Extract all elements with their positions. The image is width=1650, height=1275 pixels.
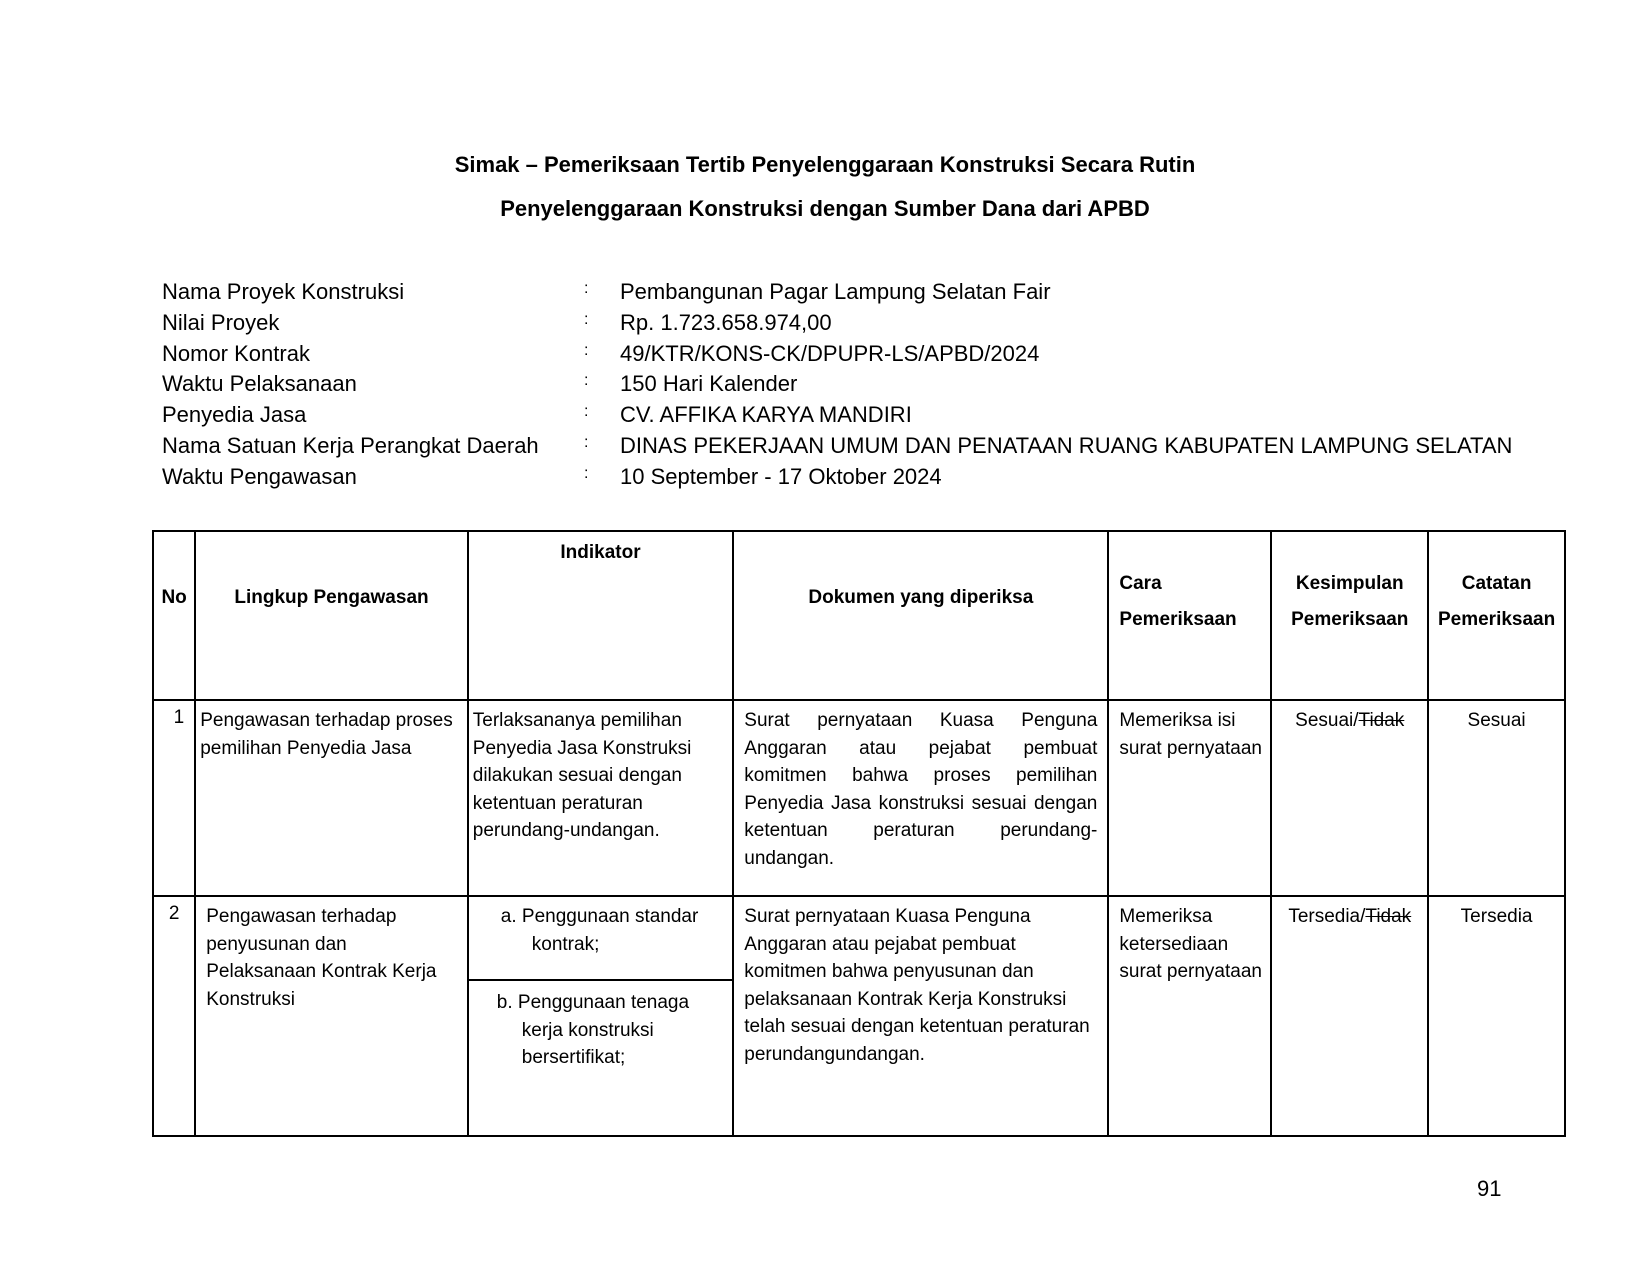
inspection-table	[152, 530, 1566, 1137]
header-catatan-line2: Pemeriksaan	[1437, 609, 1556, 630]
cara-text: Memeriksa ketersediaan surat pernyataan	[1119, 906, 1262, 982]
info-label: Waktu Pengawasan	[162, 463, 357, 489]
dokumen-text: Surat pernyataan Kuasa Penguna Anggaran atau pejabat pembuat komitmen bahwa penyusunan dan pelaksanaan Kontrak Kerja Konstruksi telah sesuai dengan ketentuan peraturan perundangundangan.	[744, 906, 1090, 1065]
info-value: 10 September - 17 Oktober 2024	[620, 463, 942, 489]
info-colon: :	[584, 310, 589, 328]
header-catatan	[1428, 531, 1565, 700]
info-colon: :	[584, 372, 589, 390]
header-cara-line1: Cara	[1119, 573, 1162, 594]
info-colon: :	[584, 403, 589, 421]
header-cara	[1108, 531, 1271, 700]
info-colon: :	[584, 280, 589, 297]
indikator-text: Terlaksananya pemilihan Penyedia Jasa Konstruksi dilakukan sesuai dengan ketentuan peraturan perundang-undangan.	[472, 710, 692, 841]
header-lingkup	[195, 531, 468, 700]
indikator-subitem-b	[469, 981, 733, 1072]
info-value: 150 Hari Kalender	[620, 371, 798, 397]
cell-no	[153, 700, 195, 896]
cell-cara	[1108, 896, 1271, 1136]
header-catatan-line1: Catatan	[1461, 573, 1532, 594]
cara-text: Memeriksa isi surat pernyataan	[1119, 710, 1262, 759]
info-value: Pembangunan Pagar Lampung Selatan Fair	[620, 279, 1051, 304]
cell-lingkup	[195, 700, 468, 896]
page-number: 91	[1477, 1176, 1502, 1201]
indikator-a-line1: a. Penggunaan standar	[500, 906, 699, 927]
header-indikator	[468, 531, 734, 700]
cell-catatan	[1428, 700, 1565, 896]
indikator-b-line3: bersertifikat;	[521, 1047, 626, 1068]
cell-dokumen	[733, 896, 1108, 1136]
info-label: Nomor Kontrak	[162, 340, 310, 366]
cell-indikator	[468, 896, 734, 1136]
kesimpulan-option-struck: Tidak	[1358, 710, 1405, 731]
info-label: Nama Satuan Kerja Perangkat Daerah	[162, 432, 539, 458]
document-subtitle: Penyelenggaraan Konstruksi dengan Sumber Dana dari APBD	[500, 196, 1150, 221]
lingkup-text: Pengawasan terhadap proses pemilihan Penyedia Jasa	[200, 710, 453, 759]
indikator-b-line1: b. Penggunaan tenaga	[496, 992, 690, 1013]
catatan-text: Sesuai	[1467, 710, 1526, 731]
info-value: 49/KTR/KONS-CK/DPUPR-LS/APBD/2024	[620, 340, 1040, 366]
header-dokumen-text: Dokumen yang diperiksa	[808, 586, 1034, 608]
lingkup-text: Pengawasan terhadap penyusunan dan Pelaksanaan Kontrak Kerja Konstruksi	[206, 906, 437, 1010]
header-kesimpulan	[1271, 531, 1428, 700]
info-label: Nama Proyek Konstruksi	[162, 279, 405, 304]
header-cara-line2: Pemeriksaan	[1119, 609, 1237, 630]
cell-kesimpulan	[1271, 896, 1428, 1136]
cell-no	[153, 896, 195, 1136]
catatan-text: Tersedia	[1460, 906, 1533, 927]
info-label: Nilai Proyek	[162, 309, 280, 335]
table-row	[153, 700, 1565, 896]
dokumen-text: Surat pernyataan Kuasa Penguna Anggaran atau pejabat pembuat komitmen bahwa proses pemilihan Penyedia Jasa konstruksi sesuai dengan ketentuan peraturan perundang-undangan.	[744, 710, 1098, 869]
indikator-a-line2: kontrak;	[531, 933, 600, 955]
header-kesimpulan-line1: Kesimpulan	[1295, 573, 1404, 594]
table-row	[153, 896, 1565, 1136]
info-value: CV. AFFIKA KARYA MANDIRI	[620, 402, 912, 428]
table-header-row	[153, 531, 1565, 700]
indikator-subitem-a	[469, 897, 733, 981]
cell-cara	[1108, 700, 1271, 896]
document-title: Simak – Pemeriksaan Tertib Penyelenggaraan Konstruksi Secara Rutin	[454, 152, 1196, 177]
row-number: 2	[168, 903, 180, 924]
header-kesimpulan-line2: Pemeriksaan	[1291, 609, 1409, 630]
cell-catatan	[1428, 896, 1565, 1136]
kesimpulan-option-kept: Sesuai/	[1295, 710, 1359, 731]
header-no-text: No	[161, 586, 187, 608]
header-lingkup-text: Lingkup Pengawasan	[234, 586, 429, 608]
info-colon: :	[584, 464, 589, 482]
cell-dokumen	[733, 700, 1108, 896]
header-dokumen	[733, 531, 1108, 700]
kesimpulan-option-kept: Tersedia/	[1288, 906, 1366, 927]
cell-lingkup	[195, 896, 468, 1136]
info-value: Rp. 1.723.658.974,00	[620, 309, 832, 335]
info-label: Penyedia Jasa	[162, 402, 307, 428]
cell-indikator	[468, 700, 734, 896]
info-value: DINAS PEKERJAAN UMUM DAN PENATAAN RUANG KABUPATEN LAMPUNG SELATAN	[620, 432, 1513, 458]
row-number: 1	[173, 707, 185, 728]
cell-kesimpulan	[1271, 700, 1428, 896]
header-indikator-text: Indikator	[560, 542, 641, 563]
info-colon: :	[584, 341, 589, 359]
header-no	[153, 531, 195, 700]
kesimpulan-option-struck: Tidak	[1365, 906, 1412, 927]
info-colon: :	[584, 433, 589, 451]
info-label: Waktu Pelaksanaan	[162, 371, 357, 397]
indikator-b-line2: kerja konstruksi	[521, 1019, 654, 1041]
